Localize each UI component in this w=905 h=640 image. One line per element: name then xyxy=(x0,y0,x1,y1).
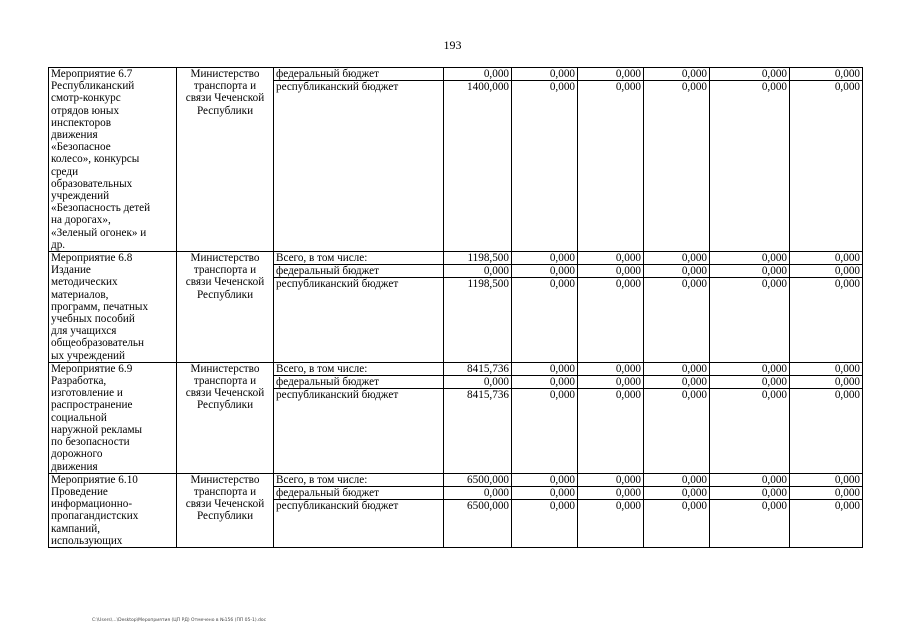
amount-value: 0,000 xyxy=(615,81,641,94)
amount-value: 0,000 xyxy=(834,389,860,402)
amount-value: 0,000 xyxy=(644,474,709,487)
funding-source-label: федеральный бюджет xyxy=(274,376,443,389)
amount-value: 0,000 xyxy=(512,265,577,278)
amount-value: 8415,736 xyxy=(444,363,511,376)
amount-value: 0,000 xyxy=(790,265,862,278)
amount-value: 1198,500 xyxy=(467,278,509,291)
amount-value: 0,000 xyxy=(761,389,787,402)
amount-cell xyxy=(444,362,512,473)
amount-cell xyxy=(512,473,578,547)
measure-title-cell xyxy=(49,473,177,547)
amount-value: 0,000 xyxy=(578,376,643,389)
table-row xyxy=(49,362,863,473)
executor-cell xyxy=(177,68,274,252)
amount-value: 0,000 xyxy=(578,68,643,81)
amount-cell xyxy=(578,252,644,363)
measure-title-cell xyxy=(49,68,177,252)
amount-value: 0,000 xyxy=(644,487,709,500)
amount-cell xyxy=(444,68,512,252)
amount-cell xyxy=(790,252,863,363)
footer-path: C:\Users\...\Desktop\Мероприятия (ЦП РД) Отмечено в №156 (ПП 05-1).doc xyxy=(92,618,267,623)
amount-value: 0,000 xyxy=(549,278,575,291)
measure-title: Мероприятие 6.10 Проведение информационно- пропагандистских кампаний, использующих xyxy=(51,473,139,547)
measure-title: Мероприятие 6.8 Издание методических материалов, программ, печатных учебных пособий для учащихся общеобразовательн ых учреждений xyxy=(51,252,149,362)
amount-value: 0,000 xyxy=(444,265,511,278)
executor-cell xyxy=(177,252,274,363)
amount-value: 0,000 xyxy=(761,81,787,94)
amount-value: 0,000 xyxy=(761,278,787,291)
amount-value: 0,000 xyxy=(578,363,643,376)
amount-value: 0,000 xyxy=(512,252,577,265)
amount-value: 0,000 xyxy=(615,500,641,513)
funding-source-label: республиканский бюджет xyxy=(276,81,399,94)
funding-source-label: Всего, в том числе: xyxy=(274,363,443,376)
amount-value: 0,000 xyxy=(549,500,575,513)
amount-cell xyxy=(710,473,790,547)
amount-value: 0,000 xyxy=(644,265,709,278)
amount-cell xyxy=(644,252,710,363)
executor-name: Министерство транспорта и связи Чеченской Республики xyxy=(185,362,265,412)
amount-cell xyxy=(710,362,790,473)
funding-source-cell xyxy=(274,68,444,252)
amount-value: 0,000 xyxy=(615,389,641,402)
amount-cell xyxy=(578,362,644,473)
funding-source-cell xyxy=(274,362,444,473)
amount-value: 0,000 xyxy=(790,474,862,487)
amount-value: 0,000 xyxy=(834,81,860,94)
amount-value: 6500,000 xyxy=(444,474,511,487)
amount-cell xyxy=(444,473,512,547)
amount-value: 0,000 xyxy=(681,500,707,513)
measure-title: Мероприятие 6.7 Республиканский смотр-конкурс отрядов юных инспекторов движения «Безопасное колесо», конкурсы среди образовательных учреждений «Безопасность детей на дорогах», «Зеленый огонек» и др. xyxy=(51,68,151,251)
amount-cell xyxy=(790,473,863,547)
funding-source-label: Всего, в том числе: xyxy=(274,474,443,487)
executor-cell xyxy=(177,362,274,473)
amount-value: 0,000 xyxy=(444,68,511,81)
amount-value: 1198,500 xyxy=(444,252,511,265)
funding-source-label: республиканский бюджет xyxy=(276,278,399,291)
amount-cell xyxy=(444,252,512,363)
amount-value: 0,000 xyxy=(512,68,577,81)
amount-value: 0,000 xyxy=(710,252,789,265)
budget-table xyxy=(48,67,863,548)
amount-value: 1400,000 xyxy=(467,81,509,94)
amount-cell xyxy=(644,473,710,547)
amount-value: 0,000 xyxy=(834,278,860,291)
amount-value: 0,000 xyxy=(512,363,577,376)
amount-cell xyxy=(578,473,644,547)
amount-value: 0,000 xyxy=(681,81,707,94)
table-row xyxy=(49,252,863,363)
measure-title: Мероприятие 6.9 Разработка, изготовление и распространение социальной наружной рекламы по безопасности дорожного движения xyxy=(51,362,143,473)
funding-source-cell xyxy=(274,473,444,547)
amount-value: 0,000 xyxy=(644,363,709,376)
amount-value: 0,000 xyxy=(681,278,707,291)
amount-value: 0,000 xyxy=(512,487,577,500)
table-row xyxy=(49,68,863,252)
amount-value: 0,000 xyxy=(644,68,709,81)
amount-cell xyxy=(512,68,578,252)
amount-value: 0,000 xyxy=(710,487,789,500)
amount-cell xyxy=(790,68,863,252)
amount-value: 0,000 xyxy=(681,389,707,402)
table-row xyxy=(49,473,863,547)
amount-cell xyxy=(790,362,863,473)
amount-value: 0,000 xyxy=(549,81,575,94)
amount-value: 0,000 xyxy=(710,376,789,389)
executor-name: Министерство транспорта и связи Чеченской Республики xyxy=(185,68,265,117)
amount-value: 0,000 xyxy=(578,474,643,487)
funding-source-label: Всего, в том числе: xyxy=(274,252,443,265)
amount-cell xyxy=(644,68,710,252)
amount-value: 0,000 xyxy=(549,389,575,402)
amount-value: 0,000 xyxy=(710,363,789,376)
amount-value: 0,000 xyxy=(790,252,862,265)
amount-value: 0,000 xyxy=(578,265,643,278)
funding-source-label: республиканский бюджет xyxy=(276,500,399,513)
amount-cell xyxy=(710,252,790,363)
amount-cell xyxy=(644,362,710,473)
executor-name: Министерство транспорта и связи Чеченской Республики xyxy=(185,473,265,523)
amount-cell xyxy=(710,68,790,252)
amount-value: 0,000 xyxy=(790,376,862,389)
amount-value: 0,000 xyxy=(710,474,789,487)
funding-source-label: федеральный бюджет xyxy=(274,68,443,81)
funding-source-label: республиканский бюджет xyxy=(276,389,399,402)
amount-value: 0,000 xyxy=(512,474,577,487)
amount-value: 0,000 xyxy=(444,487,511,500)
amount-value: 0,000 xyxy=(790,487,862,500)
amount-value: 0,000 xyxy=(761,500,787,513)
executor-name: Министерство транспорта и связи Чеченской Республики xyxy=(185,252,265,301)
amount-value: 0,000 xyxy=(790,363,862,376)
amount-value: 6500,000 xyxy=(467,500,509,513)
amount-value: 0,000 xyxy=(644,252,709,265)
amount-value: 0,000 xyxy=(578,252,643,265)
amount-value: 0,000 xyxy=(578,487,643,500)
executor-cell xyxy=(177,473,274,547)
measure-title-cell xyxy=(49,252,177,363)
amount-value: 0,000 xyxy=(512,376,577,389)
table-body xyxy=(49,68,863,548)
amount-value: 0,000 xyxy=(444,376,511,389)
amount-cell xyxy=(578,68,644,252)
amount-value: 0,000 xyxy=(710,265,789,278)
amount-value: 0,000 xyxy=(644,376,709,389)
page-number: 193 xyxy=(443,38,462,52)
amount-cell xyxy=(512,252,578,363)
amount-value: 8415,736 xyxy=(467,389,509,402)
amount-cell xyxy=(512,362,578,473)
funding-source-label: федеральный бюджет xyxy=(274,265,443,278)
amount-value: 0,000 xyxy=(615,278,641,291)
measure-title-cell xyxy=(49,362,177,473)
amount-value: 0,000 xyxy=(710,68,789,81)
amount-value: 0,000 xyxy=(834,500,860,513)
amount-value: 0,000 xyxy=(790,68,862,81)
funding-source-cell xyxy=(274,252,444,363)
funding-source-label: федеральный бюджет xyxy=(274,487,443,500)
